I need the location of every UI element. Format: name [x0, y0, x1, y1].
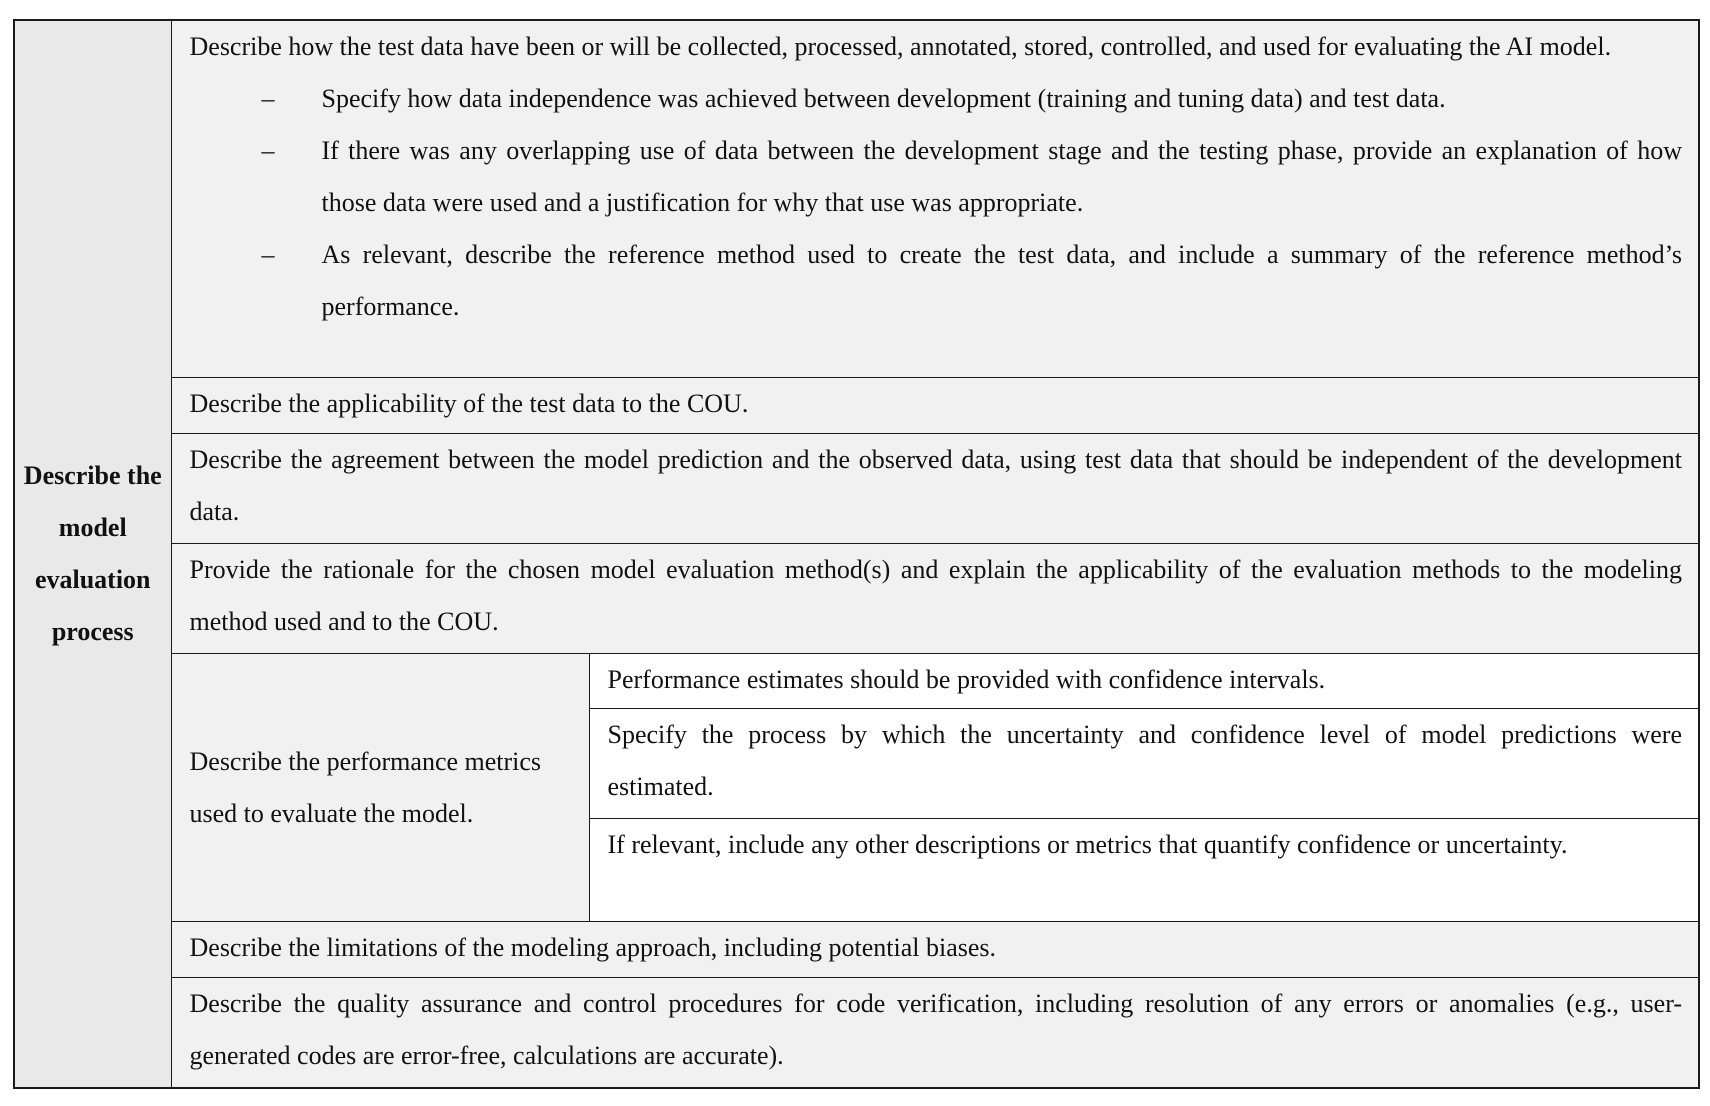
test-data-intro: Describe how the test data have been or will be collected, processed, annotated, stored, controlled, and used for evaluating the AI model. [189, 32, 1612, 61]
rationale-cell: Provide the rationale for the chosen model evaluation method(s) and explain the applicability of the evaluation methods to the modeling method used and to the COU. [171, 543, 1699, 653]
evaluation-requirements-table [13, 19, 1700, 1089]
bullet-dash-icon: – [261, 136, 275, 165]
table-row [14, 922, 1699, 978]
list-item [190, 229, 1683, 333]
evaluation-requirements-table-wrap [13, 19, 1700, 1089]
table-row [14, 977, 1699, 1088]
performance-metrics-item: Specify the process by which the uncertainty and confidence level of model predictions were estimated. [589, 709, 1699, 819]
bullet-text: If there was any overlapping use of data between the development stage and the testing phase, provide an explanation of how those data were used and a justification for why that use was appropriate. [321, 136, 1682, 217]
list-item [190, 125, 1683, 229]
agreement-cell: Describe the agreement between the model prediction and the observed data, using test data that should be independent of the development data. [171, 433, 1699, 543]
quality-assurance-cell: Describe the quality assurance and control procedures for code verification, including resolution of any errors or anomalies (e.g., user-generated codes are error-free, calculations are accurate). [171, 977, 1699, 1088]
table-row [14, 653, 1699, 709]
table-row [14, 543, 1699, 653]
list-item [190, 73, 1683, 125]
bullet-text: As relevant, describe the reference method used to create the test data, and include a summary of the reference method’s performance. [321, 240, 1682, 321]
applicability-cell: Describe the applicability of the test data to the COU. [171, 378, 1699, 434]
bullet-text: Specify how data independence was achieved between development (training and tuning data) and test data. [321, 84, 1446, 113]
bullet-dash-icon: – [261, 84, 275, 113]
performance-metrics-item: Performance estimates should be provided with confidence intervals. [589, 653, 1699, 709]
test-data-bullets [190, 73, 1683, 333]
limitations-cell: Describe the limitations of the modeling approach, including potential biases. [171, 922, 1699, 978]
performance-metrics-item: If relevant, include any other descriptions or metrics that quantify confidence or uncertainty. [589, 819, 1699, 922]
table-row [14, 378, 1699, 434]
category-label: Describe the model evaluation process [14, 20, 171, 1088]
performance-metrics-label: Describe the performance metrics used to evaluate the model. [171, 653, 589, 921]
table-row [14, 433, 1699, 543]
test-data-cell [171, 20, 1699, 378]
table-row [14, 20, 1699, 378]
bullet-dash-icon: – [261, 240, 275, 269]
